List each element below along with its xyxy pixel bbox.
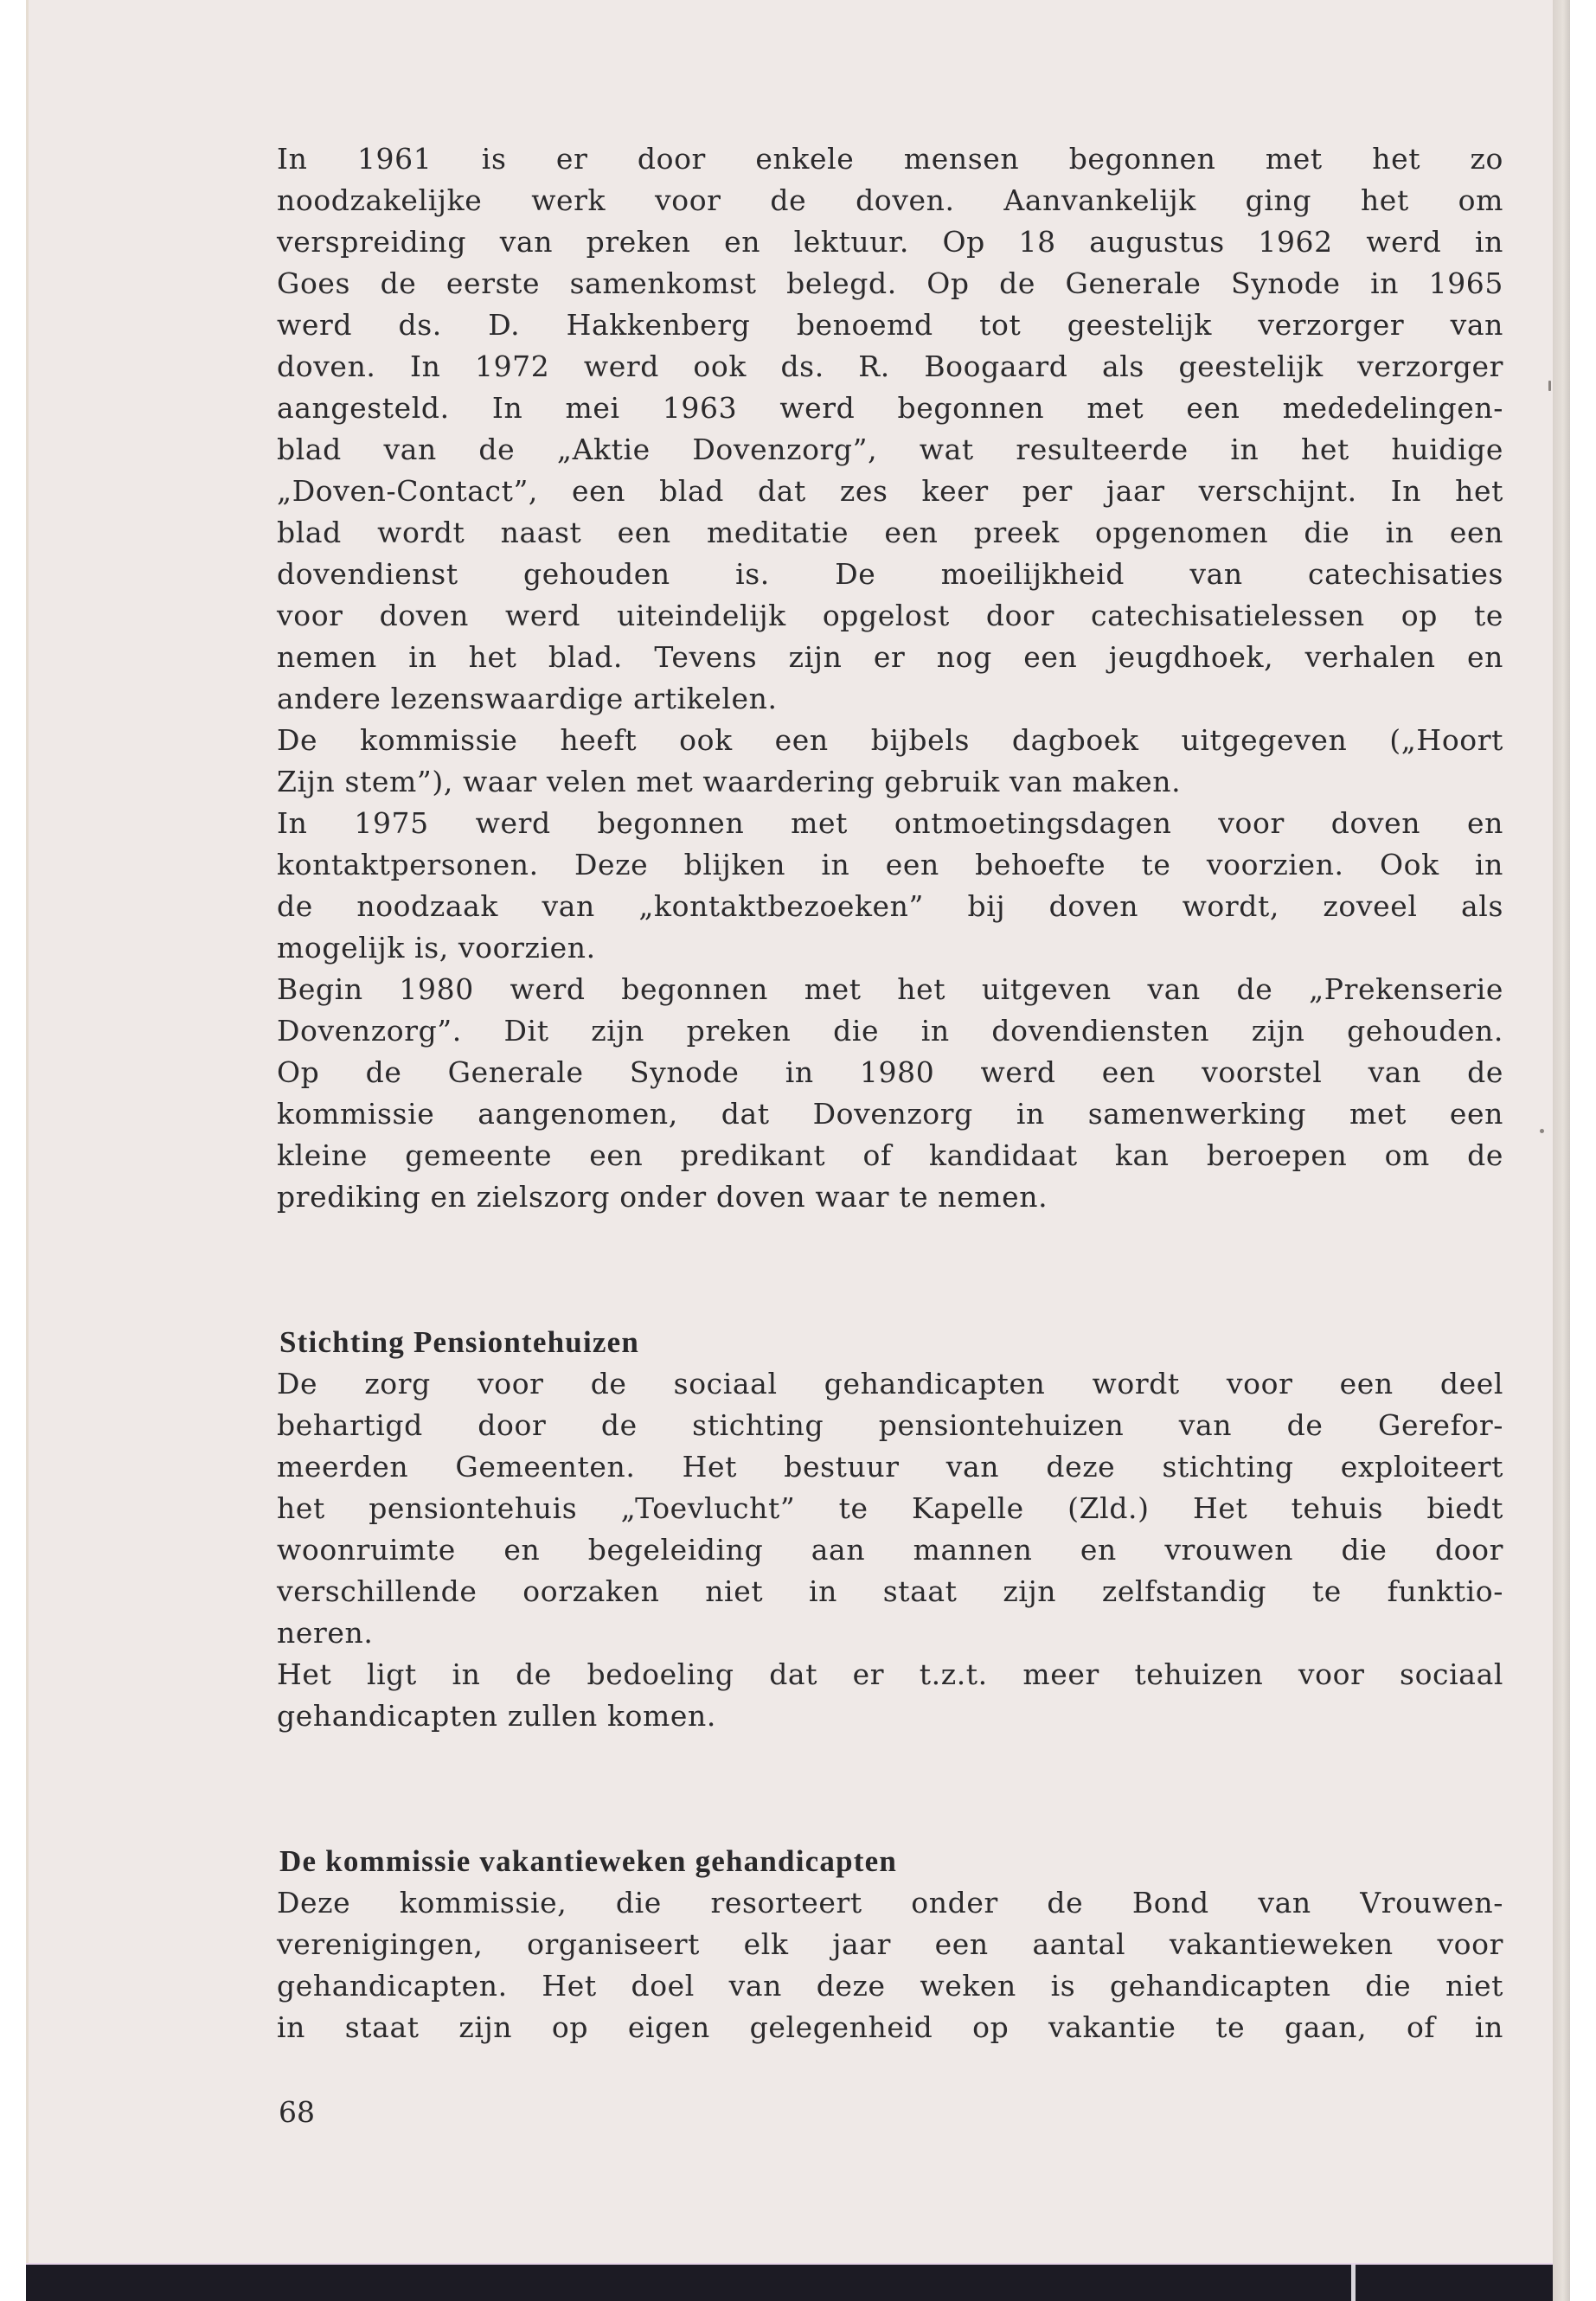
- body-line: behartigd door de stichting pensiontehuizen van de Gerefor-: [277, 1408, 1503, 1442]
- margin-mark: [1548, 381, 1551, 391]
- body-line: prediking en zielszorg onder doven waar te nemen.: [277, 1180, 1048, 1214]
- body-line: Het ligt in de bedoeling dat er t.z.t. meer tehuizen voor sociaal: [277, 1657, 1503, 1691]
- body-line: Goes de eerste samenkomst belegd. Op de Generale Synode in 1965: [277, 266, 1503, 300]
- body-line: verschillende oorzaken niet in staat zijn zelfstandig te funktio-: [277, 1574, 1503, 1608]
- section-heading: De kommissie vakantieweken gehandicapten: [279, 1844, 897, 1878]
- body-line: verenigingen, organiseert elk jaar een aantal vakantieweken voor: [277, 1927, 1503, 1961]
- body-line: blad van de „Aktie Dovenzorg”, wat resulteerde in het huidige: [277, 433, 1503, 466]
- body-line: meerden Gemeenten. Het bestuur van deze stichting exploiteert: [277, 1450, 1503, 1484]
- body-line: De zorg voor de sociaal gehandicapten wordt voor een deel: [277, 1367, 1503, 1400]
- body-line: blad wordt naast een meditatie een preek opgenomen die in een: [277, 516, 1503, 549]
- body-line: noodzakelijke werk voor de doven. Aanvankelijk ging het om: [277, 183, 1503, 217]
- body-line: gehandicapten zullen komen.: [277, 1699, 716, 1733]
- body-line: Op de Generale Synode in 1980 werd een voorstel van de: [277, 1055, 1503, 1089]
- body-line: „Doven-Contact”, een blad dat zes keer per jaar verschijnt. In het: [277, 474, 1503, 508]
- body-line: mogelijk is, voorzien.: [277, 931, 596, 965]
- body-line: In 1975 werd begonnen met ontmoetingsdagen voor doven en: [277, 806, 1503, 840]
- body-line: kommissie aangenomen, dat Dovenzorg in samenwerking met een: [277, 1097, 1503, 1131]
- body-line: In 1961 is er door enkele mensen begonnen met het zo: [277, 142, 1503, 176]
- body-line: aangesteld. In mei 1963 werd begonnen met een mededelingen-: [277, 391, 1503, 425]
- body-line: doven. In 1972 werd ook ds. R. Boogaard als geestelijk verzorger: [277, 349, 1503, 383]
- body-line: Zijn stem”), waar velen met waardering gebruik van maken.: [277, 765, 1182, 798]
- body-line: andere lezenswaardige artikelen.: [277, 682, 778, 715]
- body-line: verspreiding van preken en lektuur. Op 18 augustus 1962 werd in: [277, 225, 1503, 259]
- section-heading: Stichting Pensiontehuizen: [279, 1325, 640, 1359]
- body-line: nemen in het blad. Tevens zijn er nog een jeugdhoek, verhalen en: [277, 640, 1503, 674]
- body-line: De kommissie heeft ook een bijbels dagboek uitgegeven („Hoort: [277, 723, 1503, 757]
- body-line: in staat zijn op eigen gelegenheid op vakantie te gaan, of in: [277, 2010, 1503, 2044]
- body-line: woonruimte en begeleiding aan mannen en vrouwen die door: [277, 1533, 1503, 1567]
- body-line: kleine gemeente een predikant of kandidaat kan beroepen om de: [277, 1138, 1503, 1172]
- body-line: werd ds. D. Hakkenberg benoemd tot geestelijk verzorger van: [277, 308, 1503, 342]
- body-line: het pensiontehuis „Toevlucht” te Kapelle (Zld.) Het tehuis biedt: [277, 1491, 1503, 1525]
- band-light-streak: [1351, 2265, 1356, 2301]
- book-binding-edge: [1553, 0, 1570, 2301]
- body-line: de noodzaak van „kontaktbezoeken” bij doven wordt, zoveel als: [277, 889, 1503, 923]
- body-line: voor doven werd uiteindelijk opgelost door catechisatielessen op te: [277, 599, 1503, 632]
- body-line: Dovenzorg”. Dit zijn preken die in dovendiensten zijn gehouden.: [277, 1014, 1503, 1048]
- body-line: kontaktpersonen. Deze blijken in een behoefte te voorzien. Ook in: [277, 848, 1503, 881]
- margin-speck: [1540, 1129, 1544, 1133]
- scanner-bottom-band: [26, 2263, 1553, 2301]
- body-line: Begin 1980 werd begonnen met het uitgeven van de „Prekenserie: [277, 972, 1503, 1006]
- body-line: neren.: [277, 1616, 374, 1650]
- body-line: gehandicapten. Het doel van deze weken is gehandicapten die niet: [277, 1969, 1503, 2003]
- body-line: dovendienst gehouden is. De moeilijkheid van catechisaties: [277, 557, 1503, 591]
- page-number: 68: [279, 2095, 315, 2129]
- body-line: Deze kommissie, die resorteert onder de Bond van Vrouwen-: [277, 1886, 1503, 1920]
